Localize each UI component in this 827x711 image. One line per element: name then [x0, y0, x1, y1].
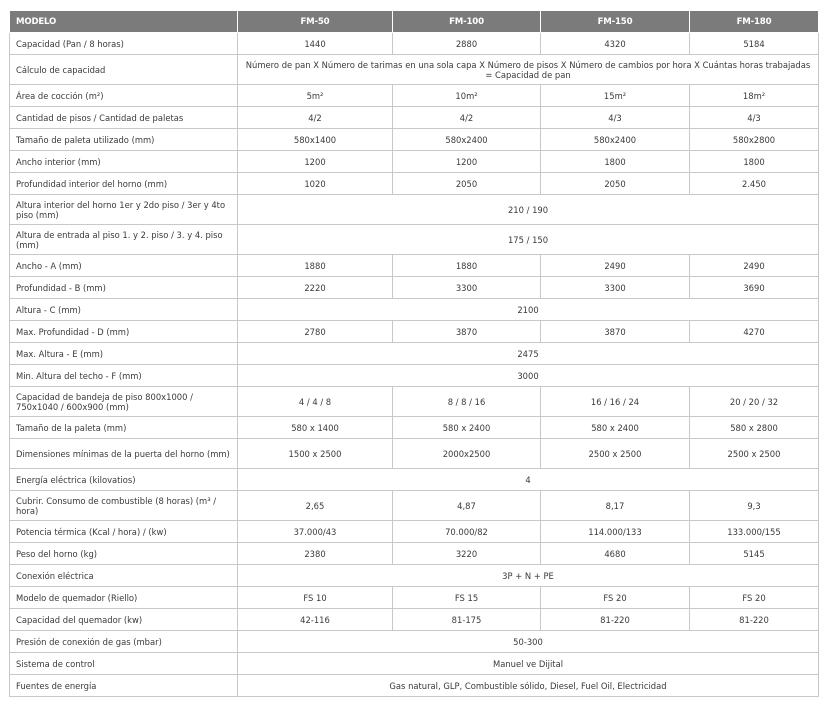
row-label: Ancho interior (mm): [10, 151, 238, 173]
row-value: 10m²: [393, 85, 541, 107]
row-label: Conexión eléctrica: [10, 565, 238, 587]
row-value: FS 20: [690, 587, 819, 609]
row-value: 3870: [541, 321, 690, 343]
row-value: 3220: [393, 543, 541, 565]
row-label: Capacidad del quemador (kw): [10, 609, 238, 631]
row-value: 1200: [393, 151, 541, 173]
row-value: 2,65: [238, 491, 393, 521]
table-row: [10, 85, 819, 107]
row-value: FS 15: [393, 587, 541, 609]
row-label: Fuentes de energía: [10, 675, 238, 697]
row-value-all-models: 175 / 150: [238, 225, 819, 255]
row-value: 37.000/43: [238, 521, 393, 543]
row-value: 4/3: [541, 107, 690, 129]
row-value: 2780: [238, 321, 393, 343]
table-row: [10, 55, 819, 85]
row-value: 1880: [238, 255, 393, 277]
header-fm-50: FM-50: [238, 11, 393, 33]
row-value-all-models: 210 / 190: [238, 195, 819, 225]
row-value: 580x2800: [690, 129, 819, 151]
row-value: 3300: [393, 277, 541, 299]
row-label: Modelo de quemador (Riello): [10, 587, 238, 609]
header-fm-150: FM-150: [541, 11, 690, 33]
row-value: 81-220: [690, 609, 819, 631]
table-row: [10, 609, 819, 631]
row-value: 1800: [541, 151, 690, 173]
row-value: 133.000/155: [690, 521, 819, 543]
row-label: Energía eléctrica (kilovatios): [10, 469, 238, 491]
row-value: 3300: [541, 277, 690, 299]
table-row: [10, 321, 819, 343]
row-value-all-models: 3000: [238, 365, 819, 387]
row-value: 580x2400: [541, 129, 690, 151]
row-value: 1800: [690, 151, 819, 173]
row-value: 580x1400: [238, 129, 393, 151]
row-label: Ancho - A (mm): [10, 255, 238, 277]
row-value: 2490: [541, 255, 690, 277]
row-value: 2490: [690, 255, 819, 277]
table-row: [10, 277, 819, 299]
row-label: Dimensiones mínimas de la puerta del horno (mm): [10, 439, 238, 469]
row-label: Min. Altura del techo - F (mm): [10, 365, 238, 387]
spec-table: [9, 10, 819, 697]
row-value-all-models: 50-300: [238, 631, 819, 653]
header-fm-180: FM-180: [690, 11, 819, 33]
table-row: [10, 587, 819, 609]
table-row: [10, 255, 819, 277]
row-value: 2000x2500: [393, 439, 541, 469]
row-value: 2500 x 2500: [690, 439, 819, 469]
row-value: 20 / 20 / 32: [690, 387, 819, 417]
row-value: 4320: [541, 33, 690, 55]
row-label: Cubrir. Consumo de combustible (8 horas) (m³ / hora): [10, 491, 238, 521]
row-label: Capacidad de bandeja de piso 800x1000 / 750x1040 / 600x900 (mm): [10, 387, 238, 417]
row-label: Altura de entrada al piso 1. y 2. piso / 3. y 4. piso (mm): [10, 225, 238, 255]
row-label: Cantidad de pisos / Cantidad de paletas: [10, 107, 238, 129]
row-value: 2380: [238, 543, 393, 565]
row-label: Presión de conexión de gas (mbar): [10, 631, 238, 653]
row-value: 2050: [541, 173, 690, 195]
row-label: Peso del horno (kg): [10, 543, 238, 565]
table-row: [10, 129, 819, 151]
row-label: Tamaño de paleta utilizado (mm): [10, 129, 238, 151]
table-row: [10, 491, 819, 521]
table-row: [10, 417, 819, 439]
table-row: [10, 365, 819, 387]
row-label: Max. Profundidad - D (mm): [10, 321, 238, 343]
row-label: Profundidad - B (mm): [10, 277, 238, 299]
row-value: 8,17: [541, 491, 690, 521]
row-value: 4/2: [393, 107, 541, 129]
table-row: [10, 675, 819, 697]
row-value: 2500 x 2500: [541, 439, 690, 469]
row-value: 1440: [238, 33, 393, 55]
row-value: 4680: [541, 543, 690, 565]
row-value: 1020: [238, 173, 393, 195]
row-value-all-models: 2475: [238, 343, 819, 365]
row-value-all-models: 2100: [238, 299, 819, 321]
header-model: MODELO: [10, 11, 238, 33]
row-value: 580 x 1400: [238, 417, 393, 439]
table-row: [10, 151, 819, 173]
row-value: 1500 x 2500: [238, 439, 393, 469]
row-value: 16 / 16 / 24: [541, 387, 690, 417]
header-fm-100: FM-100: [393, 11, 541, 33]
row-value: 42-116: [238, 609, 393, 631]
row-value: 18m²: [690, 85, 819, 107]
row-value: 5m²: [238, 85, 393, 107]
row-value: 3870: [393, 321, 541, 343]
table-row: [10, 225, 819, 255]
row-value: 2.450: [690, 173, 819, 195]
row-value: 2220: [238, 277, 393, 299]
row-value: 5145: [690, 543, 819, 565]
table-row: [10, 521, 819, 543]
table-header-row: [10, 11, 819, 33]
row-value: 580 x 2800: [690, 417, 819, 439]
row-value: 2880: [393, 33, 541, 55]
row-label: Profundidad interior del horno (mm): [10, 173, 238, 195]
table-row: [10, 387, 819, 417]
row-value: 1880: [393, 255, 541, 277]
table-row: [10, 195, 819, 225]
table-row: [10, 173, 819, 195]
table-row: [10, 343, 819, 365]
table-row: [10, 439, 819, 469]
row-value: 114.000/133: [541, 521, 690, 543]
table-row: [10, 565, 819, 587]
table-row: [10, 33, 819, 55]
row-value: 580x2400: [393, 129, 541, 151]
row-value: 580 x 2400: [541, 417, 690, 439]
row-value: 4 / 4 / 8: [238, 387, 393, 417]
row-value: 8 / 8 / 16: [393, 387, 541, 417]
row-value: 580 x 2400: [393, 417, 541, 439]
row-value: 2050: [393, 173, 541, 195]
row-value-all-models: Manuel ve Dijital: [238, 653, 819, 675]
row-value: 5184: [690, 33, 819, 55]
row-value-all-models: Gas natural, GLP, Combustible sólido, Diesel, Fuel Oil, Electricidad: [238, 675, 819, 697]
row-value-all-models: 3P + N + PE: [238, 565, 819, 587]
table-row: [10, 543, 819, 565]
row-value: 4270: [690, 321, 819, 343]
row-label: Sistema de control: [10, 653, 238, 675]
table-row: [10, 653, 819, 675]
table-body: [10, 33, 819, 697]
row-label: Potencia térmica (Kcal / hora) / (kw): [10, 521, 238, 543]
row-value: 1200: [238, 151, 393, 173]
row-value: 3690: [690, 277, 819, 299]
row-label: Altura interior del horno 1er y 2do piso / 3er y 4to piso (mm): [10, 195, 238, 225]
table-row: [10, 469, 819, 491]
row-value: 9,3: [690, 491, 819, 521]
row-value-all-models: Número de pan X Número de tarimas en una sola capa X Número de pisos X Número de cambios por hora X Cuántas horas trabajadas = Capacidad de pan: [238, 55, 819, 85]
row-label: Capacidad (Pan / 8 horas): [10, 33, 238, 55]
row-value: 15m²: [541, 85, 690, 107]
table-row: [10, 107, 819, 129]
row-value: 81-175: [393, 609, 541, 631]
spec-table-container: [9, 10, 818, 697]
row-value: 81-220: [541, 609, 690, 631]
row-label: Área de cocción (m²): [10, 85, 238, 107]
table-row: [10, 299, 819, 321]
row-label: Tamaño de la paleta (mm): [10, 417, 238, 439]
row-value: FS 10: [238, 587, 393, 609]
row-label: Altura - C (mm): [10, 299, 238, 321]
row-label: Max. Altura - E (mm): [10, 343, 238, 365]
table-row: [10, 631, 819, 653]
row-value: 4/3: [690, 107, 819, 129]
row-value: 70.000/82: [393, 521, 541, 543]
row-value: 4,87: [393, 491, 541, 521]
row-value: 4/2: [238, 107, 393, 129]
row-value: FS 20: [541, 587, 690, 609]
row-label: Cálculo de capacidad: [10, 55, 238, 85]
row-value-all-models: 4: [238, 469, 819, 491]
